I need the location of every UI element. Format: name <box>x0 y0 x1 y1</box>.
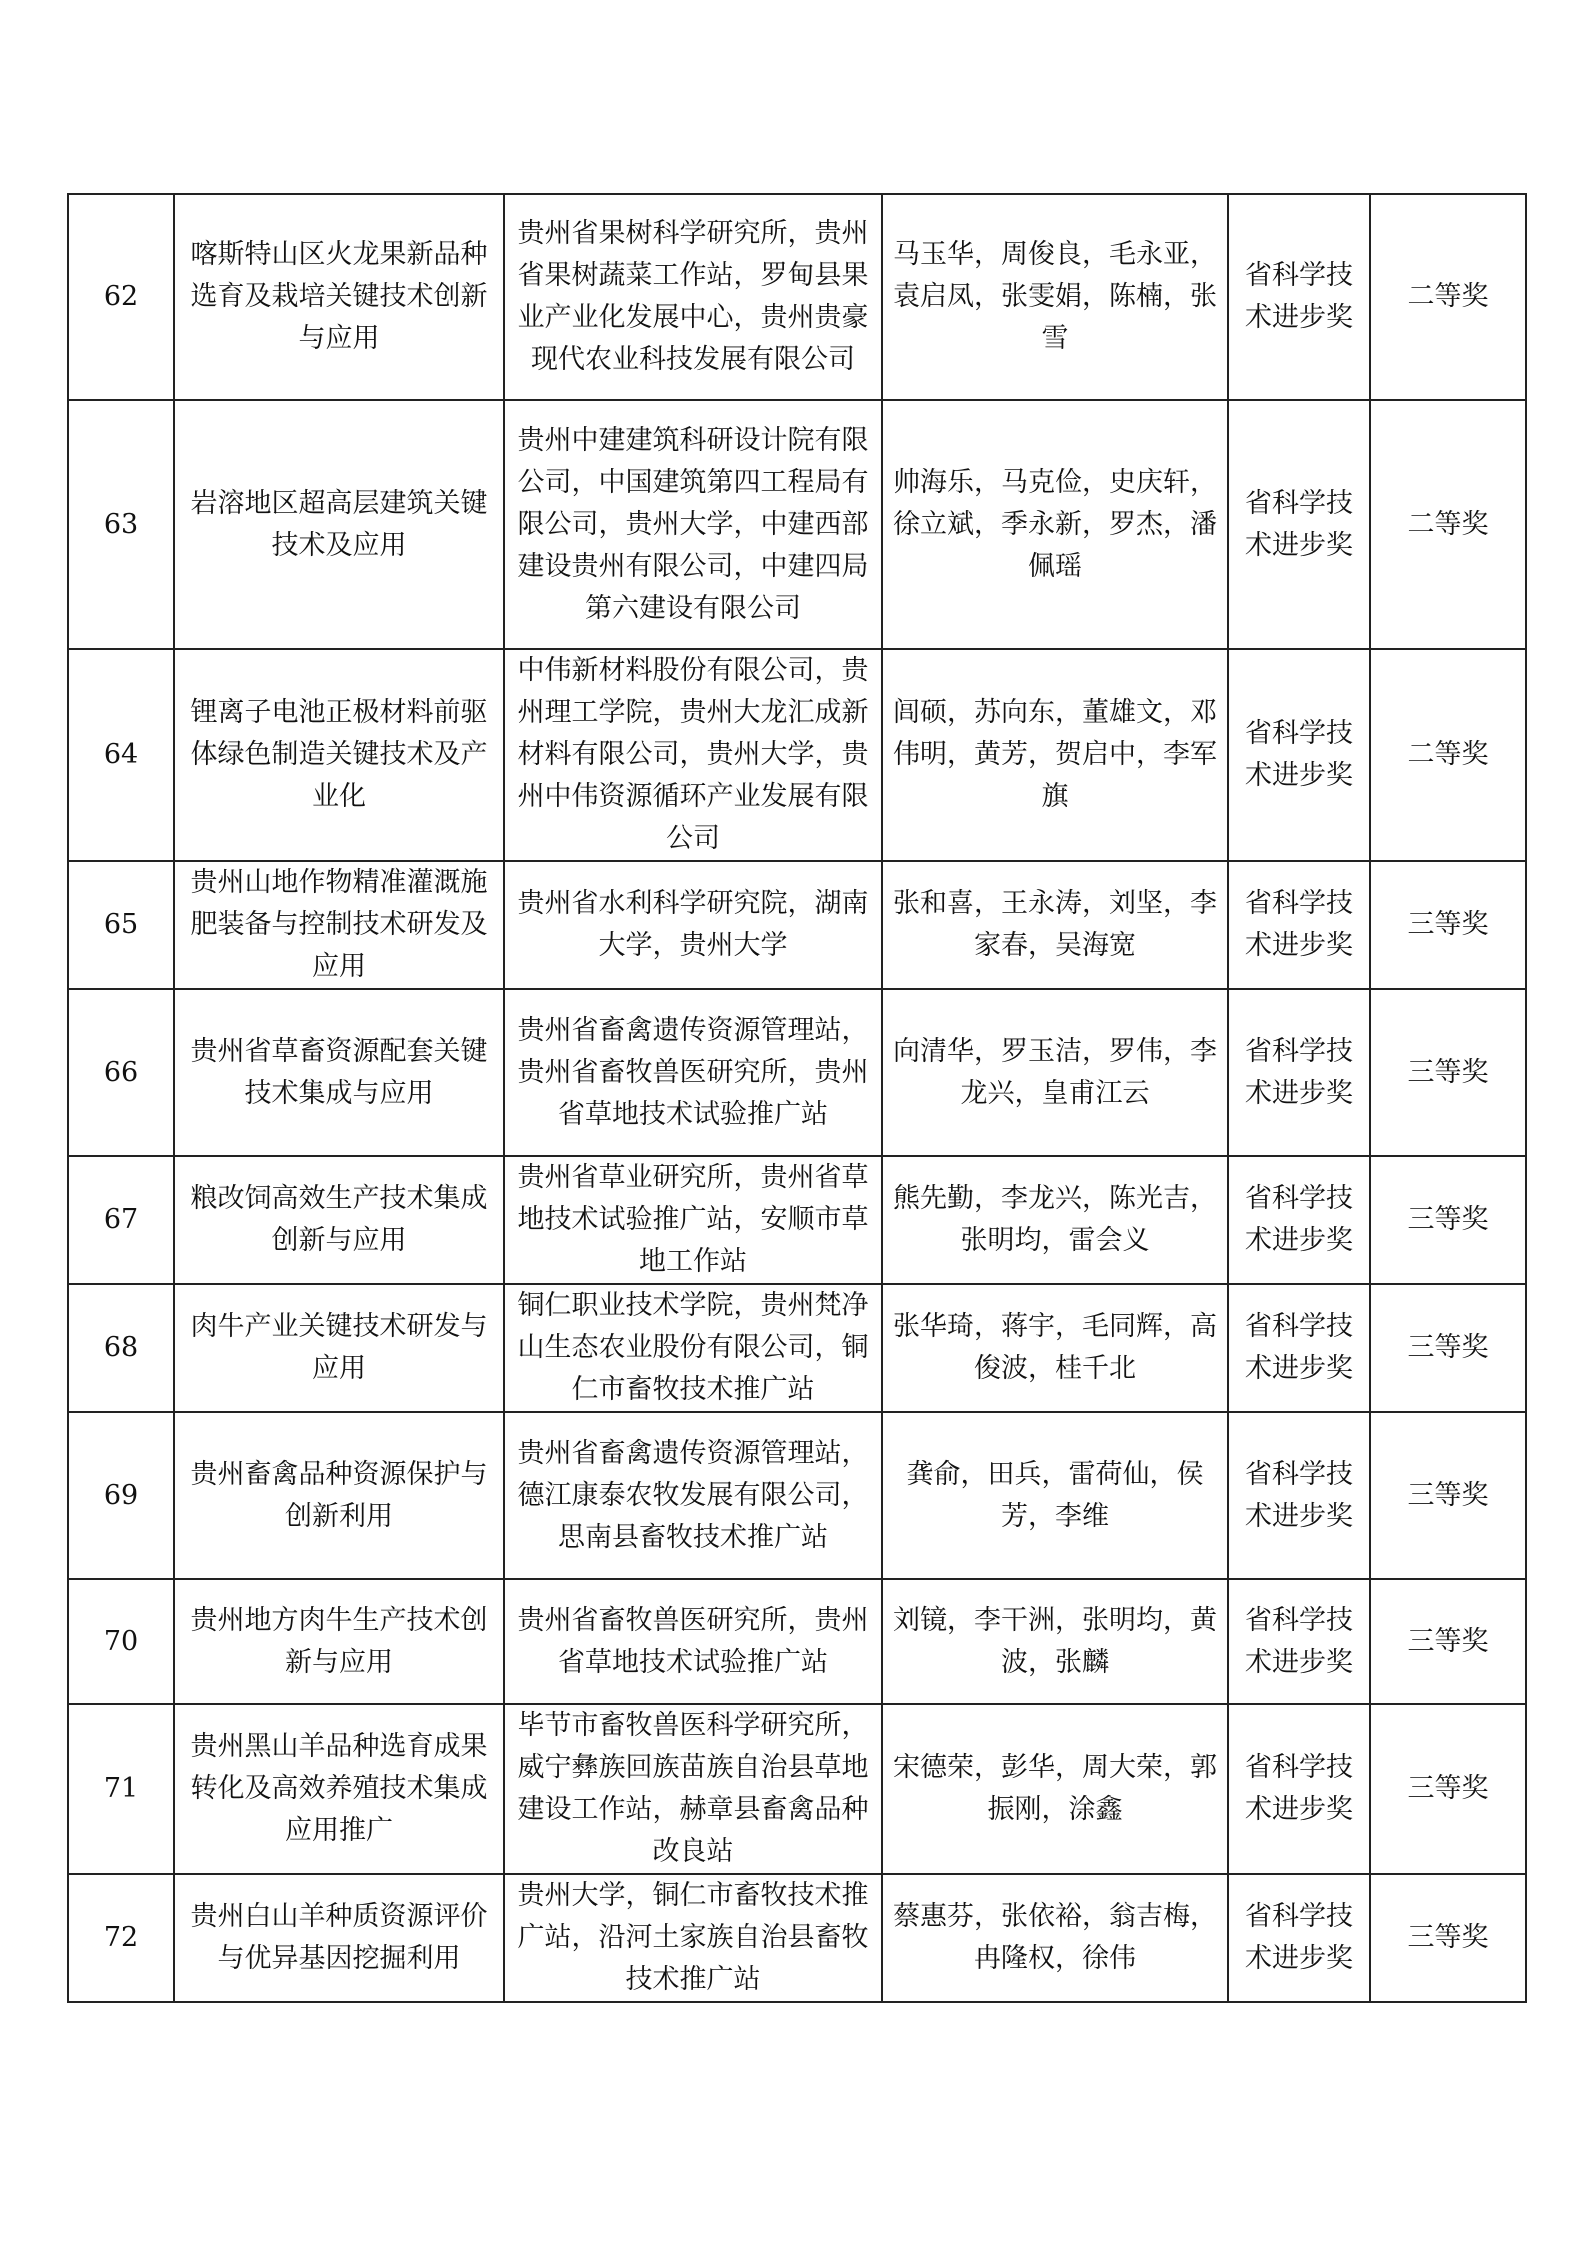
award-grade: 三等奖 <box>1370 1156 1526 1284</box>
project-name: 贵州白山羊种质资源评价与优异基因挖掘利用 <box>174 1874 504 2002</box>
project-name: 岩溶地区超高层建筑关键技术及应用 <box>174 400 504 649</box>
completing-people: 马玉华，周俊良，毛永亚，袁启凤，张雯娟，陈楠，张雪 <box>882 194 1228 400</box>
table-row <box>68 989 1526 1156</box>
completing-people: 向清华，罗玉洁，罗伟，李龙兴，皇甫江云 <box>882 989 1228 1156</box>
completing-units: 贵州省草业研究所，贵州省草地技术试验推广站，安顺市草地工作站 <box>504 1156 882 1284</box>
award-type: 省科学技术进步奖 <box>1228 1704 1370 1874</box>
award-type: 省科学技术进步奖 <box>1228 1284 1370 1412</box>
completing-units: 中伟新材料股份有限公司，贵州理工学院，贵州大龙汇成新材料有限公司，贵州大学，贵州中伟资源循环产业发展有限公司 <box>504 649 882 861</box>
project-name: 喀斯特山区火龙果新品种选育及栽培关键技术创新与应用 <box>174 194 504 400</box>
table-row <box>68 1284 1526 1412</box>
table-row <box>68 649 1526 861</box>
table-row <box>68 1579 1526 1704</box>
award-type: 省科学技术进步奖 <box>1228 1412 1370 1579</box>
project-name: 贵州地方肉牛生产技术创新与应用 <box>174 1579 504 1704</box>
award-type: 省科学技术进步奖 <box>1228 989 1370 1156</box>
row-number: 64 <box>68 649 174 861</box>
completing-people: 龚俞，田兵，雷荷仙，侯芳，李维 <box>882 1412 1228 1579</box>
completing-people: 蔡惠芬，张依裕，翁吉梅，冉隆权，徐伟 <box>882 1874 1228 2002</box>
completing-units: 贵州省畜禽遗传资源管理站，贵州省畜牧兽医研究所，贵州省草地技术试验推广站 <box>504 989 882 1156</box>
completing-people: 宋德荣，彭华，周大荣，郭振刚，涂鑫 <box>882 1704 1228 1874</box>
award-type: 省科学技术进步奖 <box>1228 1579 1370 1704</box>
table-row <box>68 194 1526 400</box>
award-grade: 三等奖 <box>1370 989 1526 1156</box>
completing-units: 贵州省水利科学研究院，湖南大学，贵州大学 <box>504 861 882 989</box>
row-number: 68 <box>68 1284 174 1412</box>
project-name: 贵州省草畜资源配套关键技术集成与应用 <box>174 989 504 1156</box>
award-grade: 三等奖 <box>1370 1284 1526 1412</box>
award-type: 省科学技术进步奖 <box>1228 400 1370 649</box>
award-type: 省科学技术进步奖 <box>1228 861 1370 989</box>
project-name: 锂离子电池正极材料前驱体绿色制造关键技术及产业化 <box>174 649 504 861</box>
award-grade: 三等奖 <box>1370 1704 1526 1874</box>
completing-units: 贵州省畜牧兽医研究所，贵州省草地技术试验推广站 <box>504 1579 882 1704</box>
project-name: 贵州畜禽品种资源保护与创新利用 <box>174 1412 504 1579</box>
award-grade: 三等奖 <box>1370 861 1526 989</box>
awards-table <box>67 193 1527 2003</box>
row-number: 62 <box>68 194 174 400</box>
row-number: 66 <box>68 989 174 1156</box>
table-row <box>68 1156 1526 1284</box>
row-number: 69 <box>68 1412 174 1579</box>
completing-units: 铜仁职业技术学院，贵州梵净山生态农业股份有限公司，铜仁市畜牧技术推广站 <box>504 1284 882 1412</box>
award-grade: 三等奖 <box>1370 1579 1526 1704</box>
completing-people: 帅海乐，马克俭，史庆轩，徐立斌，季永新，罗杰，潘佩瑶 <box>882 400 1228 649</box>
completing-people: 张华琦，蒋宇，毛同辉，高俊波，桂千北 <box>882 1284 1228 1412</box>
table-row <box>68 1704 1526 1874</box>
row-number: 63 <box>68 400 174 649</box>
award-type: 省科学技术进步奖 <box>1228 1874 1370 2002</box>
award-grade: 三等奖 <box>1370 1412 1526 1579</box>
table-row <box>68 400 1526 649</box>
project-name: 粮改饲高效生产技术集成创新与应用 <box>174 1156 504 1284</box>
award-type: 省科学技术进步奖 <box>1228 194 1370 400</box>
award-grade: 二等奖 <box>1370 194 1526 400</box>
completing-units: 贵州大学，铜仁市畜牧技术推广站，沿河土家族自治县畜牧技术推广站 <box>504 1874 882 2002</box>
project-name: 贵州山地作物精准灌溉施肥装备与控制技术研发及应用 <box>174 861 504 989</box>
award-type: 省科学技术进步奖 <box>1228 1156 1370 1284</box>
project-name: 贵州黑山羊品种选育成果转化及高效养殖技术集成应用推广 <box>174 1704 504 1874</box>
award-grade: 二等奖 <box>1370 400 1526 649</box>
project-name: 肉牛产业关键技术研发与应用 <box>174 1284 504 1412</box>
completing-people: 刘镜，李干洲，张明均，黄波，张麟 <box>882 1579 1228 1704</box>
completing-units: 贵州省畜禽遗传资源管理站，德江康泰农牧发展有限公司，思南县畜牧技术推广站 <box>504 1412 882 1579</box>
completing-people: 张和喜，王永涛，刘坚，李家春，吴海宽 <box>882 861 1228 989</box>
row-number: 71 <box>68 1704 174 1874</box>
completing-units: 贵州中建建筑科研设计院有限公司，中国建筑第四工程局有限公司，贵州大学，中建西部建设贵州有限公司，中建四局第六建设有限公司 <box>504 400 882 649</box>
award-grade: 三等奖 <box>1370 1874 1526 2002</box>
table-row <box>68 1412 1526 1579</box>
award-grade: 二等奖 <box>1370 649 1526 861</box>
table-row <box>68 861 1526 989</box>
award-type: 省科学技术进步奖 <box>1228 649 1370 861</box>
row-number: 70 <box>68 1579 174 1704</box>
table-row <box>68 1874 1526 2002</box>
completing-people: 熊先勤，李龙兴，陈光吉，张明均，雷会义 <box>882 1156 1228 1284</box>
completing-units: 毕节市畜牧兽医科学研究所，威宁彝族回族苗族自治县草地建设工作站，赫章县畜禽品种改良站 <box>504 1704 882 1874</box>
completing-people: 闾硕，苏向东，董雄文，邓伟明，黄芳，贺启中，李军旗 <box>882 649 1228 861</box>
row-number: 65 <box>68 861 174 989</box>
row-number: 67 <box>68 1156 174 1284</box>
completing-units: 贵州省果树科学研究所，贵州省果树蔬菜工作站，罗甸县果业产业化发展中心，贵州贵豪现代农业科技发展有限公司 <box>504 194 882 400</box>
row-number: 72 <box>68 1874 174 2002</box>
